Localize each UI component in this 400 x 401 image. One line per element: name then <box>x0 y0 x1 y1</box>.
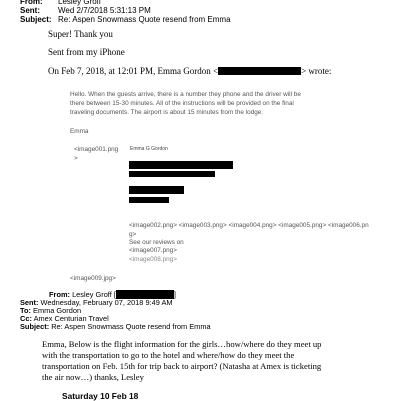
signature-name: Emma G Gordon <box>130 146 168 152</box>
redacted-signature-2 <box>129 171 215 177</box>
header-sent: Sent: Wed 2/7/2018 5:31:13 PM <box>20 6 151 15</box>
quoted-para-line-1: Hello. When the guests arrive, there is a number they phone and the driver will be <box>70 91 301 98</box>
quoted-para-line-3: traveling documents. The airport is about 15 minutes from the lodge. <box>70 109 264 116</box>
quoted-sign: Emma <box>70 128 89 135</box>
redacted-signature-3 <box>129 186 184 194</box>
body-line-4: the air now…) thanks, Lesley <box>42 372 144 382</box>
quoted-para-line-2: there between 15-30 minutes. All of the instructions will be provided on the final <box>70 100 294 107</box>
header2-from: From: Lesley Groff [ ] <box>49 290 176 299</box>
redacted-email <box>218 67 301 75</box>
header-from: From: Lesley Groff <box>20 0 101 6</box>
reply-line-2: Sent from my iPhone <box>48 47 125 57</box>
body-line-2: with the transportation to go to the hotel and where/how do they meet the <box>42 350 295 360</box>
body-line-3: transportation on Feb. 15th for trip back to airport? (Natasha at Amex is ticketing <box>42 361 322 371</box>
subject-text: Re: Aspen Snowmass Quote resend from Emma <box>58 15 231 24</box>
image001-placeholder: <image001.png <box>74 146 119 153</box>
header2-cc: Cc: Amex Centurian Travel <box>20 314 109 323</box>
images-line-1: <image002.png> <image003.png> <image004.png> <image005.png> <image006.pn <box>129 222 369 229</box>
sender-name: Lesley Groff <box>58 0 101 6</box>
images-line-2: g> <box>129 231 137 238</box>
image008-placeholder: <image008.png> <box>129 256 177 263</box>
redacted-signature-1 <box>129 161 233 169</box>
sent-date: Wed 2/7/2018 5:31:13 PM <box>58 6 151 15</box>
attribution-line: On Feb 7, 2018, at 12:01 PM, Emma Gordon < > wrote: <box>48 66 332 76</box>
header-subject: Subject: Re: Aspen Snowmass Quote resend from Emma <box>20 15 231 24</box>
header2-to: To: Emma Gordon <box>20 306 82 315</box>
reply-line-1: Super! Thank you <box>48 29 113 39</box>
image007-placeholder: <image007.png> <box>129 247 177 254</box>
image001-placeholder-end: > <box>74 155 78 162</box>
body-line-1: Emma, Below is the flight information for the girls…how/where do they meet up <box>42 339 322 349</box>
header2-sent: Sent: Wednesday, February 07, 2018 9:49 AM <box>20 298 173 307</box>
image009-placeholder: <image009.jpg> <box>70 275 116 282</box>
date-heading: Saturday 10 Feb 18 <box>62 391 139 401</box>
reviews-text: See our reviews on <box>129 239 184 246</box>
header2-subject: Subject: Re: Aspen Snowmass Quote resend from Emma <box>20 322 211 331</box>
redacted-signature-4 <box>129 197 169 203</box>
